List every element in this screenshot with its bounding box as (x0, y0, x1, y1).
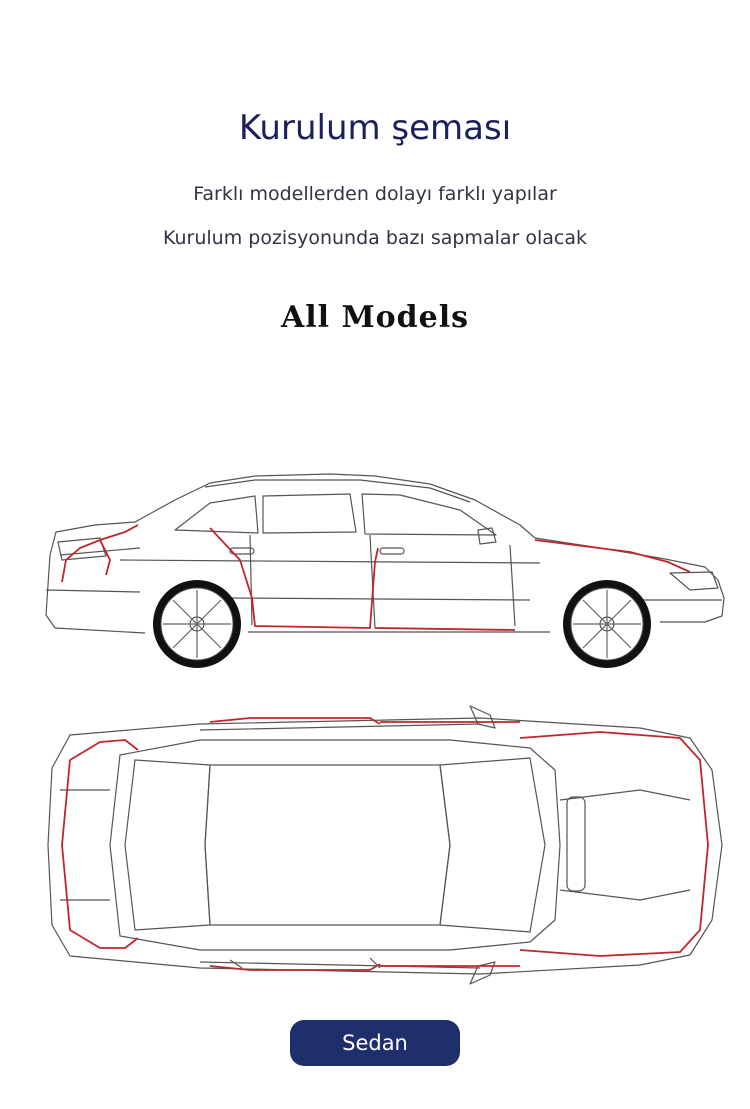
page-title: Kurulum şeması (238, 108, 512, 148)
side-wheels (153, 580, 651, 668)
subtitle-line-2: Kurulum pozisyonunda bazı sapmalar olacak (162, 227, 587, 249)
subtitle-line-1: Farklı modellerden dolayı farklı yapılar (193, 183, 557, 205)
car-installation-diagram (0, 440, 750, 1000)
top-seal-lines (62, 718, 708, 970)
sedan-button[interactable]: Sedan (290, 1020, 460, 1066)
all-models-heading: All Models (280, 300, 470, 335)
car-top-view (48, 706, 722, 984)
